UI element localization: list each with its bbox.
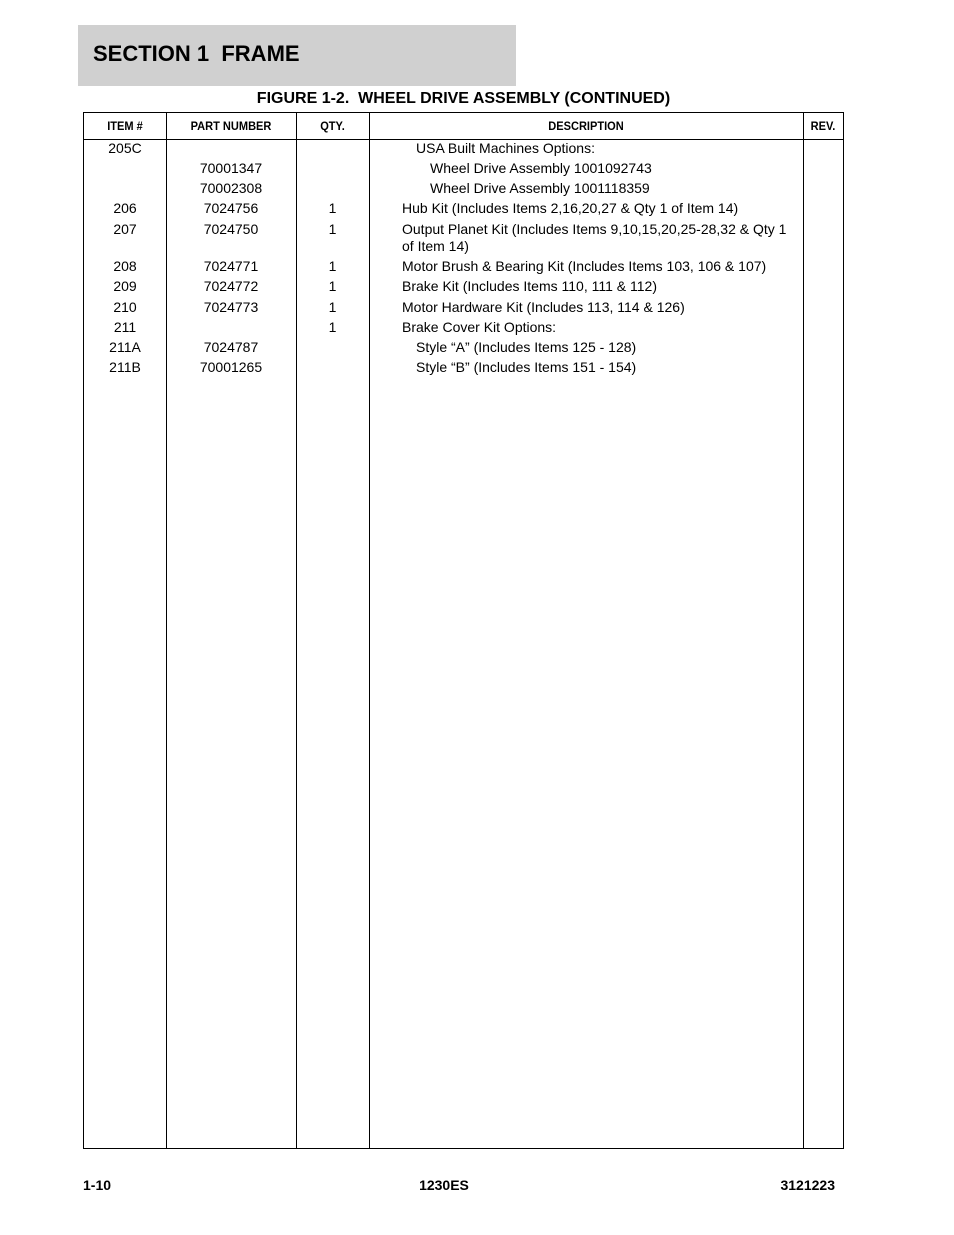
row-item-number: 210 xyxy=(113,299,137,315)
section-title: SECTION 1 FRAME xyxy=(93,41,300,66)
parts-table xyxy=(83,112,844,1149)
row-part-number: 70001265 xyxy=(199,359,263,375)
row-item-number: 209 xyxy=(113,278,137,294)
row-description: Motor Brush & Bearing Kit (Includes Items 103, 106 & 107) xyxy=(402,258,767,274)
row-description: Brake Kit (Includes Items 110, 111 & 112) xyxy=(402,278,657,294)
row-item-number: 205C xyxy=(108,140,142,156)
row-part-number: 7024771 xyxy=(203,258,259,274)
row-item-number: 208 xyxy=(113,258,137,274)
row-description: Output Planet Kit (Includes Items 9,10,15,20,25-28,32 & Qty 1 of Item 14) xyxy=(402,221,787,254)
column-header-item: ITEM # xyxy=(107,119,143,133)
row-item-number: 211A xyxy=(109,339,141,355)
column-header-part-number: PART NUMBER xyxy=(190,119,272,133)
footer-model: 1230ES xyxy=(419,1177,469,1193)
row-description: Style “A” (Includes Items 125 - 128) xyxy=(416,339,637,355)
figure-title: FIGURE 1-2. WHEEL DRIVE ASSEMBLY (CONTINUED) xyxy=(256,90,671,107)
row-description: Hub Kit (Includes Items 2,16,20,27 & Qty 1 of Item 14) xyxy=(402,200,739,216)
row-part-number: 70001347 xyxy=(199,160,263,176)
row-item-number: 211B xyxy=(109,359,141,375)
footer-page-number: 1-10 xyxy=(83,1177,112,1193)
row-description: Wheel Drive Assembly 1001092743 xyxy=(430,160,652,176)
row-description: Wheel Drive Assembly 1001118359 xyxy=(430,180,650,196)
column-divider xyxy=(803,113,804,1148)
row-quantity: 1 xyxy=(328,221,337,237)
row-part-number: 7024750 xyxy=(203,221,259,237)
row-part-number: 7024787 xyxy=(203,339,259,355)
column-header-description: DESCRIPTION xyxy=(548,119,624,133)
row-description: Style “B” (Includes Items 151 - 154) xyxy=(416,359,637,375)
row-part-number: 7024773 xyxy=(203,299,259,315)
row-item-number: 206 xyxy=(113,200,137,216)
column-header-rev: REV. xyxy=(810,119,836,133)
row-quantity: 1 xyxy=(328,319,337,335)
footer-doc-number: 3121223 xyxy=(780,1177,835,1193)
row-description: Brake Cover Kit Options: xyxy=(402,319,557,335)
row-item-number: 207 xyxy=(113,221,137,237)
row-item-number: 211 xyxy=(113,319,137,335)
column-divider xyxy=(369,113,370,1148)
row-quantity: 1 xyxy=(328,258,337,274)
section-banner xyxy=(78,25,516,86)
row-quantity: 1 xyxy=(328,278,337,294)
row-part-number: 7024756 xyxy=(203,200,259,216)
column-header-qty: QTY. xyxy=(320,119,345,133)
row-part-number: 70002308 xyxy=(199,180,263,196)
row-description: Motor Hardware Kit (Includes 113, 114 & 126) xyxy=(402,299,685,315)
row-quantity: 1 xyxy=(328,299,337,315)
row-part-number: 7024772 xyxy=(203,278,259,294)
row-quantity: 1 xyxy=(328,200,337,216)
row-description: USA Built Machines Options: xyxy=(416,140,595,156)
